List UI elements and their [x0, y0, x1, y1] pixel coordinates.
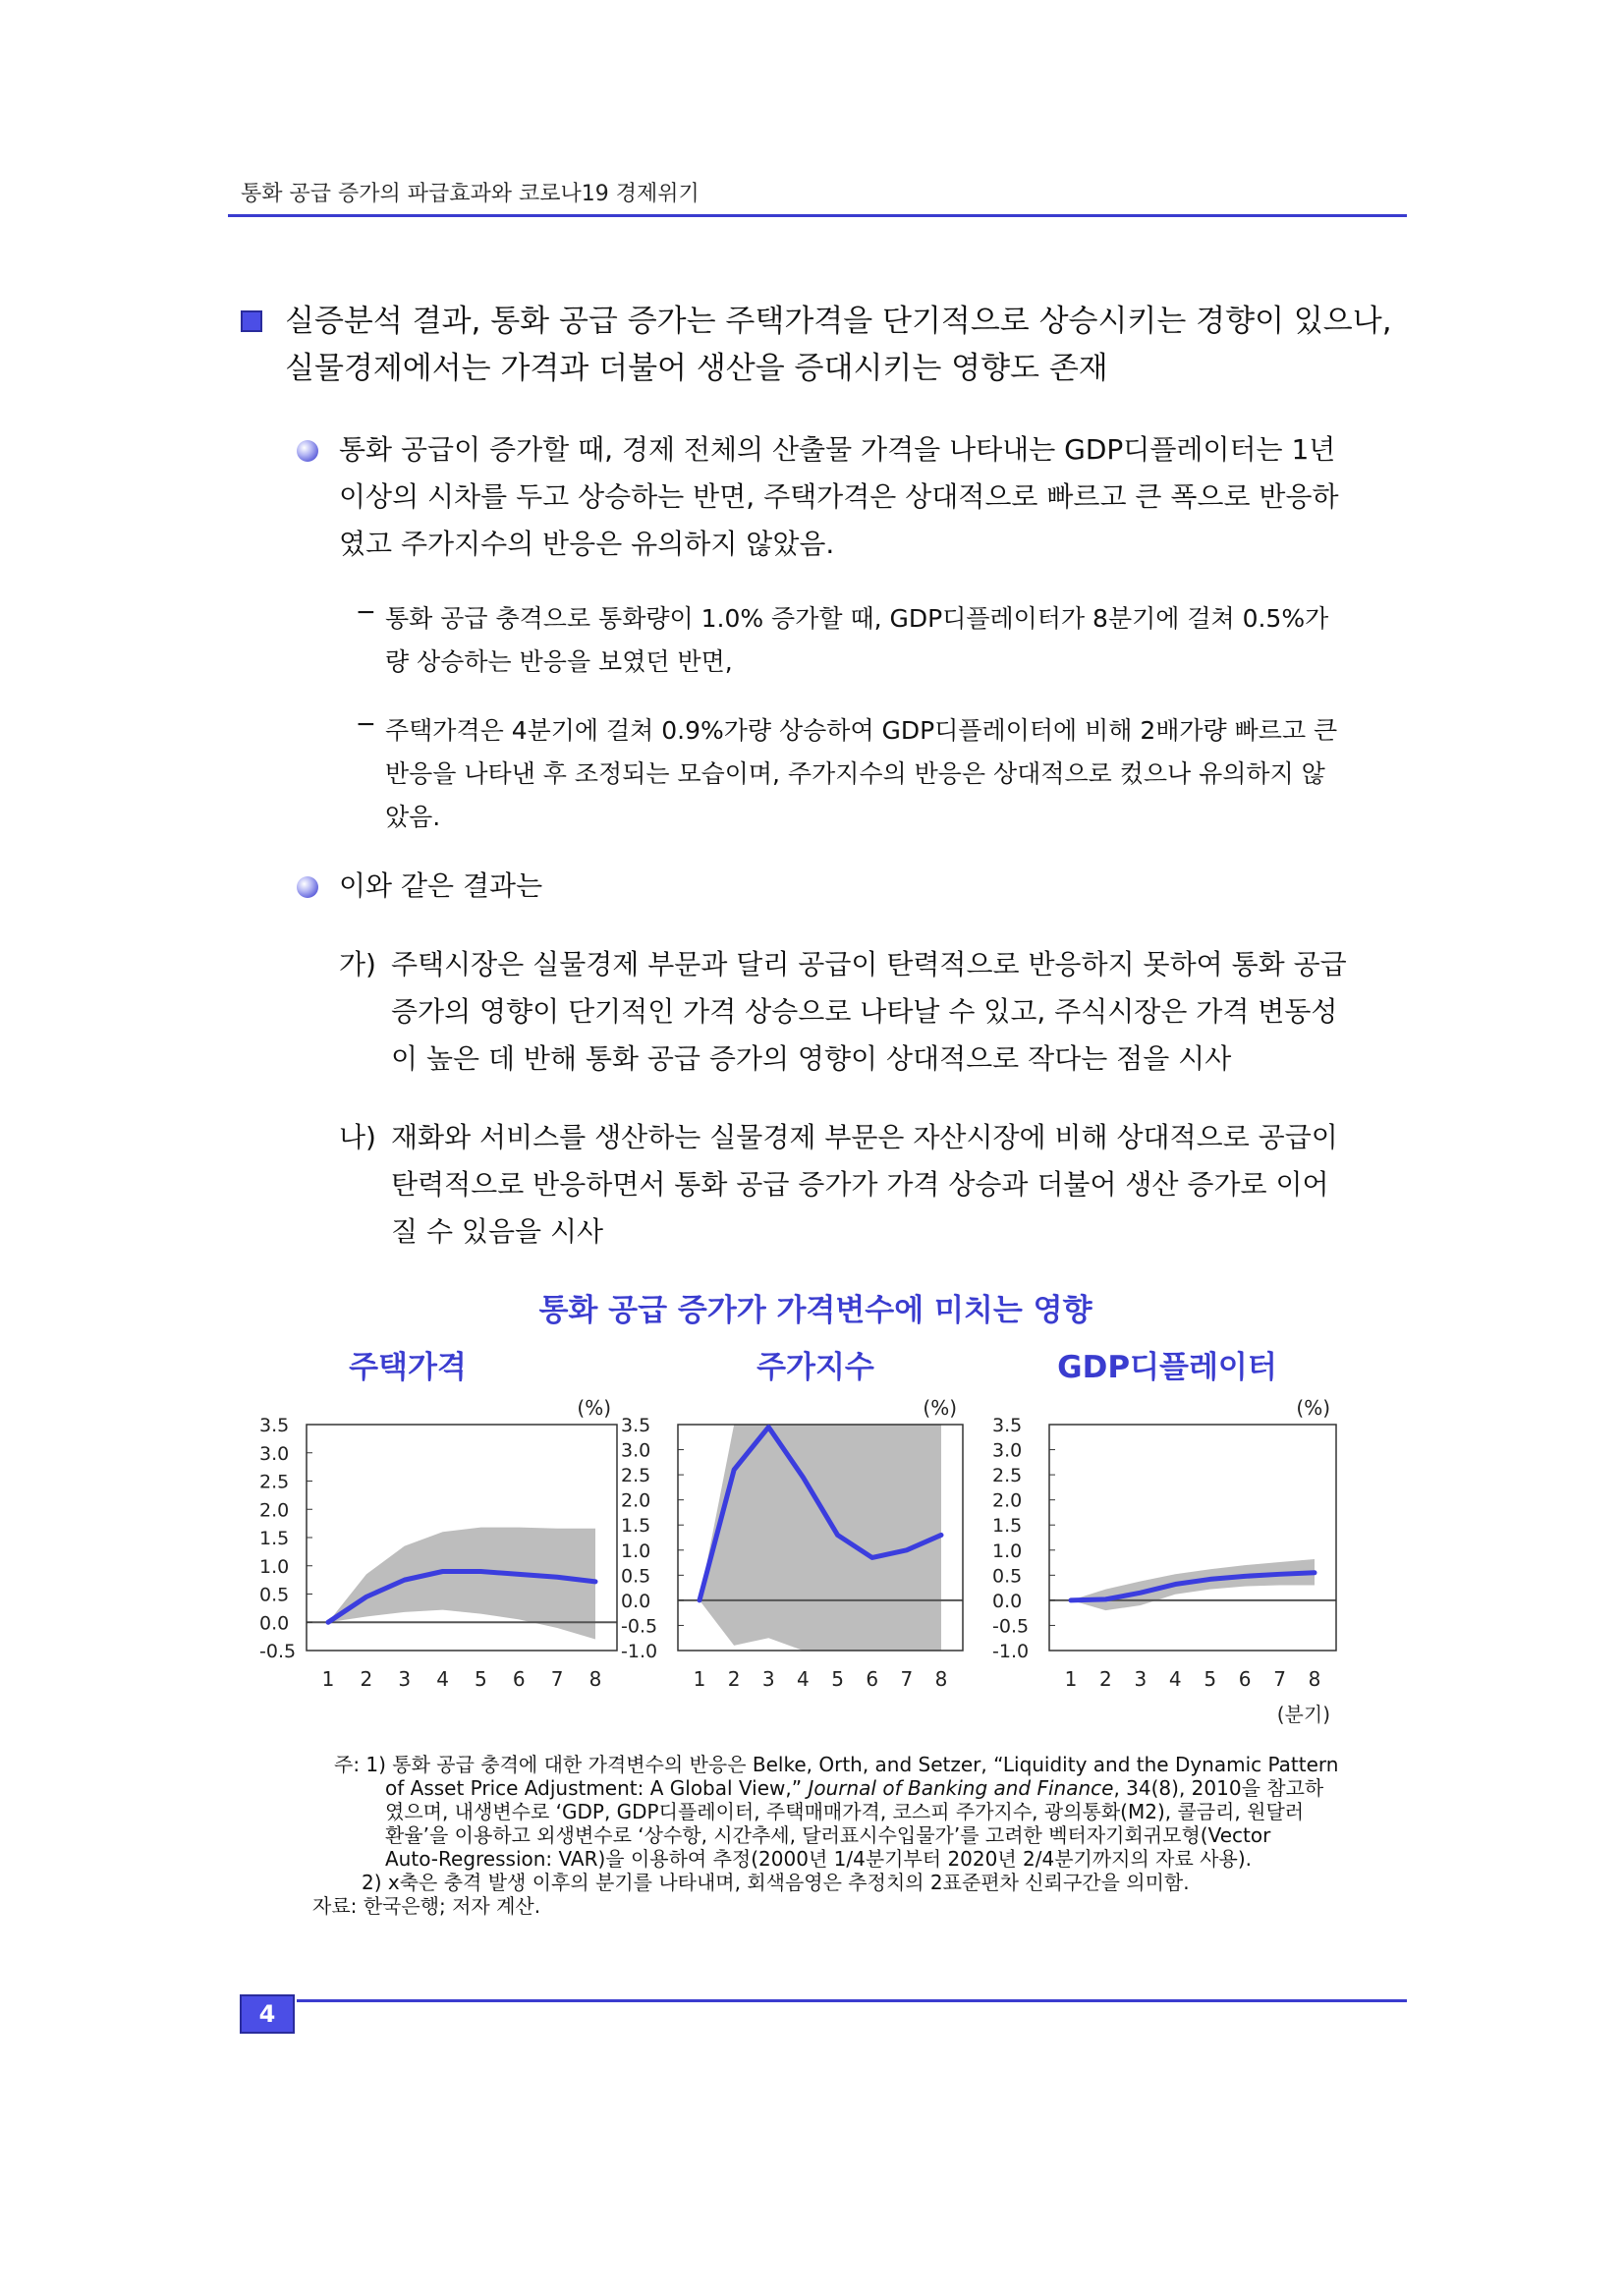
- y-tick-label: 0.5: [621, 1565, 651, 1588]
- y-tick-label: 3.0: [992, 1439, 1023, 1462]
- y-tick-label: 0.5: [992, 1565, 1023, 1588]
- journal-name: Journal of Banking and Finance: [808, 1776, 1114, 1800]
- dash1-line1: 통화 공급 충격으로 통화량이 1.0% 증가할 때, GDP디플레이터가 8분기에 걸쳐 0.5%가: [385, 604, 1329, 633]
- x-tick-label: 2: [1099, 1667, 1112, 1691]
- item-ga-label: 가): [339, 948, 376, 980]
- x-tick-label: 4: [797, 1667, 810, 1691]
- item-na-line2: 탄력적으로 반응하면서 통화 공급 증가가 가격 상승과 더불어 생산 증가로 이어: [391, 1168, 1329, 1201]
- y-tick-label: 1.5: [259, 1528, 290, 1549]
- y-tick-label: 3.5: [259, 1415, 290, 1436]
- x-tick-label: 6: [512, 1667, 526, 1691]
- panel-title-gdp: GDP디플레이터: [1057, 1350, 1277, 1385]
- y-tick-label: 1.0: [992, 1540, 1023, 1562]
- y-tick-label: 1.5: [621, 1515, 651, 1538]
- y-tick-label: 2.5: [621, 1465, 651, 1487]
- panel-title-housing: 주택가격: [349, 1350, 467, 1385]
- y-tick-label: 0.0: [259, 1612, 290, 1635]
- bullet1-line1: 통화 공급이 증가할 때, 경제 전체의 산출물 가격을 나타내는 GDP디플레이터는 1년: [339, 433, 1336, 466]
- x-tick-label: 1: [1064, 1667, 1078, 1691]
- x-tick-label: 1: [321, 1667, 335, 1691]
- note1-line3: 였으며, 내생변수로 ‘GDP, GDP디플레이터, 주택매매가격, 코스피 주가지수, 광의통화(M2), 콜금리, 원달러: [385, 1800, 1305, 1823]
- x-tick-label: 1: [693, 1667, 706, 1691]
- y-tick-label: 2.0: [621, 1489, 651, 1512]
- confidence-band-3: [1071, 1559, 1315, 1610]
- y-tick-label: 2.0: [259, 1499, 290, 1522]
- figure-title: 통화 공급 증가가 가격변수에 미치는 영향: [538, 1293, 1092, 1328]
- dash2-line3: 았음.: [385, 803, 441, 831]
- main-point-line1: 실증분석 결과, 통화 공급 증가는 주택가격을 단기적으로 상승시키는 경향이 있으나,: [285, 304, 1392, 339]
- x-tick-label: 4: [436, 1667, 449, 1691]
- confidence-band-2: [700, 1425, 941, 1651]
- y-tick-label: 1.5: [992, 1515, 1023, 1538]
- x-tick-label: 8: [934, 1667, 948, 1691]
- y-tick-label: 3.5: [992, 1415, 1023, 1436]
- y-tick-label: 0.5: [259, 1584, 290, 1606]
- note1-line5: Auto-Regression: VAR)을 이용하여 추정(2000년 1/4분기부터 2020년 2/4분기까지의 자료 사용).: [385, 1847, 1252, 1871]
- item-na-line3: 질 수 있음을 시사: [391, 1215, 604, 1248]
- source-note: 자료: 한국은행; 저자 계산.: [312, 1894, 541, 1918]
- y-tick-label: -0.5: [621, 1615, 658, 1638]
- x-tick-label: 3: [761, 1667, 775, 1691]
- main-point-line2: 실물경제에서는 가격과 더불어 생산을 증대시키는 영향도 존재: [285, 351, 1108, 386]
- y-tick-label: 1.0: [621, 1540, 651, 1562]
- y-tick-label: 2.0: [992, 1489, 1023, 1512]
- y-tick-label: 0.0: [992, 1590, 1023, 1612]
- x-tick-label: 2: [727, 1667, 741, 1691]
- page-number: 4: [240, 1994, 295, 2034]
- running-header: 통화 공급 증가의 파급효과와 코로나19 경제위기: [241, 182, 700, 206]
- x-tick-label: 7: [550, 1667, 564, 1691]
- unit-label: (%): [577, 1396, 611, 1420]
- note1-line2-pre: of Asset Price Adjustment: A Global View,”: [385, 1776, 809, 1800]
- dash-mark: −: [356, 597, 376, 626]
- y-tick-label: -1.0: [621, 1641, 658, 1662]
- item-ga-line2: 증가의 영향이 단기적인 가격 상승으로 나타날 수 있고, 주식시장은 가격 변동성: [391, 995, 1338, 1028]
- y-tick-label: 3.5: [621, 1415, 651, 1436]
- x-tick-label: 6: [1238, 1667, 1252, 1691]
- x-tick-label: 8: [588, 1667, 602, 1691]
- x-tick-label: 2: [360, 1667, 373, 1691]
- y-tick-label: -1.0: [992, 1641, 1030, 1662]
- x-axis-label: (분기): [1276, 1703, 1330, 1726]
- dash1-line2: 량 상승하는 반응을 보였던 반면,: [385, 647, 733, 676]
- y-tick-label: 1.0: [259, 1555, 290, 1578]
- note2: 2) x축은 충격 발생 이후의 분기를 나타내며, 회색음영은 추정치의 2표준편차 신뢰구간을 의미함.: [362, 1871, 1190, 1894]
- y-tick-label: 0.0: [621, 1590, 651, 1612]
- y-tick-label: -0.5: [992, 1615, 1030, 1638]
- dash2-line2: 반응을 나타낸 후 조정되는 모습이며, 주가지수의 반응은 상대적으로 컸으나 유의하지 않: [385, 759, 1325, 788]
- note1-line4: 환율’을 이용하고 외생변수로 ‘상수항, 시간추세, 달러표시수입물가’를 고려한 벡터자기회귀모형(Vector: [385, 1823, 1271, 1847]
- item-na-line1: 재화와 서비스를 생산하는 실물경제 부문은 자산시장에 비해 상대적으로 공급이: [391, 1121, 1338, 1153]
- x-tick-label: 6: [866, 1667, 879, 1691]
- x-tick-label: 4: [1168, 1667, 1182, 1691]
- bullet1-line2: 이상의 시차를 두고 상승하는 반면, 주택가격은 상대적으로 빠르고 큰 폭으로 반응하: [339, 480, 1339, 513]
- note1-line2-post: , 34(8), 2010을 참고하: [1113, 1776, 1324, 1800]
- y-tick-label: 2.5: [992, 1465, 1023, 1487]
- note1-line1: 주: 1) 통화 공급 충격에 대한 가격변수의 반응은 Belke, Orth, and Setzer, “Liquidity and the Dynamic Pattern: [334, 1753, 1339, 1776]
- bullet2-text: 이와 같은 결과는: [339, 869, 543, 902]
- x-tick-label: 3: [1134, 1667, 1148, 1691]
- y-tick-label: 2.5: [259, 1471, 290, 1493]
- unit-label: (%): [923, 1396, 957, 1420]
- x-tick-label: 8: [1308, 1667, 1321, 1691]
- item-ga-line1: 주택시장은 실물경제 부문과 달리 공급이 탄력적으로 반응하지 못하여 통화 공급: [391, 948, 1347, 980]
- chart-frame-3: [1049, 1425, 1336, 1651]
- item-ga-line3: 이 높은 데 반해 통화 공급 증가의 영향이 상대적으로 작다는 점을 시사: [391, 1042, 1232, 1075]
- unit-label: (%): [1296, 1396, 1330, 1420]
- panel-title-stock: 주가지수: [756, 1350, 874, 1385]
- x-tick-label: 5: [831, 1667, 844, 1691]
- dash-mark: −: [356, 709, 376, 738]
- dash2-line1: 주택가격은 4분기에 걸쳐 0.9%가량 상승하여 GDP디플레이터에 비해 2배가량 빠르고 큰: [385, 716, 1338, 745]
- x-tick-label: 3: [398, 1667, 412, 1691]
- y-tick-label: -0.5: [259, 1641, 297, 1662]
- footer-rule: [297, 1999, 1407, 2002]
- bullet1-line3: 였고 주가지수의 반응은 유의하지 않았음.: [339, 528, 835, 560]
- note1-line2: [385, 1776, 1400, 1800]
- x-tick-label: 5: [1204, 1667, 1217, 1691]
- x-tick-label: 7: [1273, 1667, 1286, 1691]
- y-tick-label: 3.0: [259, 1442, 290, 1465]
- x-tick-label: 5: [475, 1667, 487, 1691]
- y-tick-label: 3.0: [621, 1439, 651, 1462]
- x-tick-label: 7: [900, 1667, 914, 1691]
- item-na-label: 나): [339, 1121, 376, 1153]
